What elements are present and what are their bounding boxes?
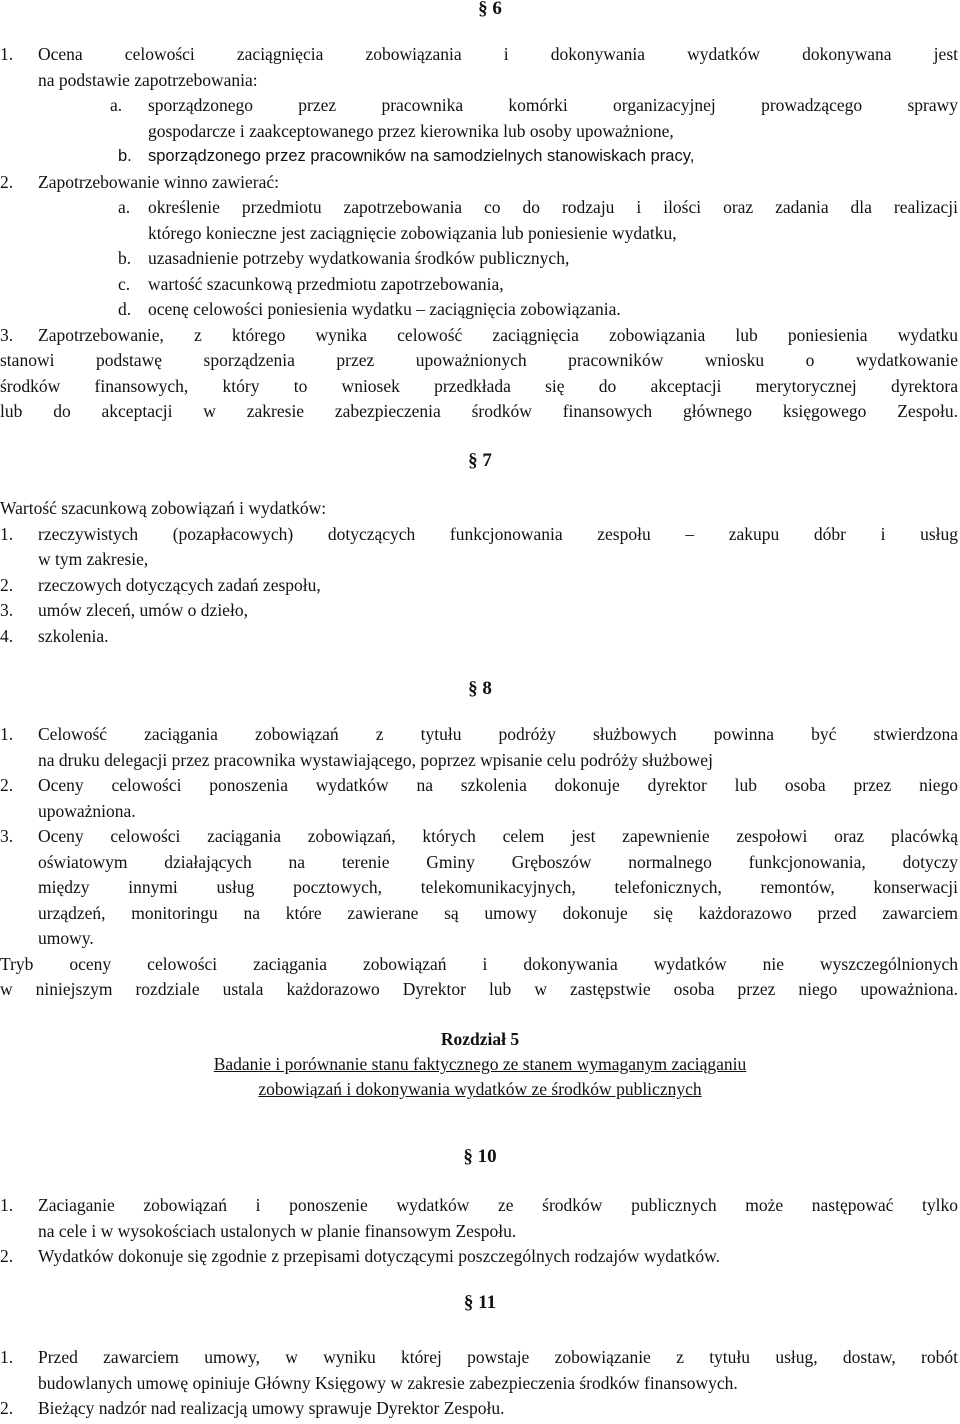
s6-sub-e-text: wartość szacunkową przedmiotu zapotrzebowania,	[148, 273, 504, 294]
s6-sub-c	[0, 195, 958, 246]
s8-item-3-line-4: urządzeń, monitoringu na które zawierane są umowy dokonuje się każdorazowo przed zawarciem	[38, 902, 958, 923]
s6-item-3-number: 3.	[0, 324, 14, 345]
section-7-body	[0, 496, 958, 649]
s7-item-4	[0, 624, 958, 650]
section-7-heading: § 7	[468, 450, 492, 471]
s6-sub-f-text: ocenę celowości poniesienia wydatku – zaciągnięcia zobowiązania.	[148, 299, 621, 319]
s11-item-2-text: Bieżący nadzór nad realizacją umowy sprawuje Dyrektor Zespołu.	[38, 1398, 505, 1418]
section-6-heading: § 6	[478, 0, 502, 19]
s8-item-3-line-5: umowy.	[38, 928, 94, 948]
s6-item-2-text: Zapotrzebowanie winno zawierać:	[38, 171, 279, 192]
s10-item-1	[0, 1193, 958, 1244]
s11-item-2-number: 2.	[0, 1398, 14, 1418]
s7-item-1-line-1: rzeczywistych (pozapłacowych) dotyczących funkcjonowania zespołu – zakupu dóbr i usług	[38, 523, 958, 544]
s8-item-2-line-2: upoważniona.	[38, 800, 136, 821]
s8-closing-line-1: Tryb oceny celowości zaciągania zobowiązań i dokonywania wydatków nie wyszczególnionych	[0, 953, 958, 974]
s6-sub-f-letter: d.	[118, 299, 132, 319]
s8-item-1-line-2: na druku delegacji przez pracownika wystawiającego, poprzez wpisanie celu podróży służbowej	[38, 749, 713, 770]
s8-item-2-line-1: Oceny celowości ponoszenia wydatków na szkolenia dokonuje dyrektor lub osoba przez niego	[38, 775, 958, 795]
s6-item-3	[0, 323, 958, 349]
section-6-body	[0, 42, 958, 425]
s10-item-2	[0, 1244, 958, 1270]
s8-closing-line-2: w niniejszym rozdziale ustala każdorazowo Dyrektor lub w zastępstwie osoba przez niego upoważniona.	[0, 979, 958, 999]
s6-sub-c-line-1: określenie przedmiotu zapotrzebowania co do rodzaju i ilości oraz zadania dla realizacji	[148, 197, 958, 217]
s6-sub-f	[0, 297, 958, 323]
s8-item-2-number: 2.	[0, 775, 14, 795]
s6-item-2	[0, 170, 958, 196]
s6-sub-d	[0, 246, 958, 272]
s7-item-3	[0, 598, 958, 624]
s7-item-1	[0, 522, 958, 573]
s10-item-1-number: 1.	[0, 1195, 14, 1215]
s6-item-3-line-1: Zapotrzebowanie, z którego wynika celowość zaciągnięcia zobowiązania lub poniesienia wydatku	[38, 324, 958, 345]
s10-item-2-text: Wydatków dokonuje się zgodnie z przepisami dotyczącymi poszczególnych rodzajów wydatków.	[38, 1246, 721, 1266]
chapter-subtitle-line-2: zobowiązań i dokonywania wydatków ze środków publicznych	[258, 1079, 702, 1099]
s6-item-2-number: 2.	[0, 171, 14, 192]
s7-item-3-text: umów zleceń, umów o dzieło,	[38, 600, 248, 620]
chapter-title: Rozdział 5	[440, 1029, 520, 1049]
s6-sub-e	[0, 272, 958, 298]
section-8-body	[0, 722, 958, 1003]
s7-intro: Wartość szacunkową zobowiązań i wydatków:	[0, 498, 327, 518]
s6-item-3-line-3: środków finansowych, który to wniosek przedkłada się do akceptacji merytorycznej dyrektora	[0, 375, 958, 396]
s7-item-2-number: 2.	[0, 574, 14, 595]
section-11-heading: § 11	[463, 1292, 497, 1313]
s6-sub-e-letter: c.	[118, 273, 131, 294]
s10-item-2-number: 2.	[0, 1246, 14, 1266]
section-8-heading: § 8	[468, 678, 492, 699]
s10-item-1-line-1: Zaciaganie zobowiązań i ponoszenie wydatków ze środków publicznych może następować tylko	[38, 1195, 958, 1215]
s6-sub-b-line-1: sporządzonego przez pracowników na samodzielnych stanowiskach pracy,	[148, 147, 695, 165]
s8-item-1	[0, 722, 958, 773]
s6-item-1-line-1: Ocena celowości zaciągnięcia zobowiązania i dokonywania wydatków dokonywana jest	[38, 44, 958, 64]
s10-item-1-line-2: na cele i w wysokościach ustalonych w planie finansowym Zespołu.	[38, 1220, 517, 1241]
s6-sub-a-line-2: gospodarcze i zaakceptowanego przez kierownika lub osoby upoważnione,	[148, 120, 674, 141]
s8-item-3	[0, 824, 958, 952]
s8-item-2	[0, 773, 958, 824]
s6-sub-a-letter: a.	[110, 95, 123, 115]
s6-item-3-line-4: lub do akceptacji w zakresie zabezpieczenia środków finansowych głównego księgowego Zespołu.	[0, 401, 958, 421]
s7-item-4-number: 4.	[0, 625, 14, 646]
s6-sub-c-line-2: którego konieczne jest zaciągnięcie zobowiązania lub poniesienie wydatku,	[148, 222, 677, 243]
s7-item-1-line-2: w tym zakresie,	[38, 549, 149, 569]
s8-item-3-line-1: Oceny celowości zaciągania zobowiązań, których celem jest zapewnienie zespołowi oraz placówką	[38, 826, 958, 846]
s7-item-3-number: 3.	[0, 600, 14, 620]
s7-item-2	[0, 573, 958, 599]
s8-item-3-number: 3.	[0, 826, 14, 846]
s6-item-1-line-2: na podstawie zapotrzebowania:	[38, 69, 258, 90]
s11-item-2	[0, 1396, 958, 1422]
s8-item-1-line-1: Celowość zaciągania zobowiązań z tytułu podróży służbowych powinna być stwierdzona	[38, 724, 958, 744]
s8-item-3-line-3: między innymi usług pocztowych, telekomunikacyjnych, telefonicznych, remontów, konserwacji	[38, 877, 958, 897]
s6-item-3-line-2: stanowi podstawę sporządzenia przez upoważnionych pracowników wniosku o wydatkowanie	[0, 350, 958, 370]
s6-item-1	[0, 42, 958, 93]
s6-sub-b	[0, 144, 958, 170]
s6-item-1-number: 1.	[0, 44, 14, 64]
s11-item-1-number: 1.	[0, 1347, 14, 1367]
s6-sub-d-letter: b.	[118, 248, 132, 268]
s6-sub-a	[0, 93, 958, 144]
s6-sub-a-line-1: sporządzonego przez pracownika komórki organizacyjnej prowadzącego sprawy	[148, 95, 958, 115]
section-10-body	[0, 1193, 958, 1270]
s7-item-1-number: 1.	[0, 523, 14, 544]
s8-item-3-line-2: oświatowym działających na terenie Gminy Gręboszów normalnego funkcjonowania, dotyczy	[38, 851, 958, 872]
s6-sub-c-letter: a.	[118, 197, 131, 217]
s11-item-1-line-1: Przed zawarciem umowy, w wyniku której powstaje zobowiązanie z tytułu usług, dostaw, robót	[38, 1347, 958, 1367]
section-10-heading: § 10	[463, 1146, 497, 1167]
s11-item-1	[0, 1345, 958, 1396]
s7-item-2-text: rzeczowych dotyczących zadań zespołu,	[38, 574, 321, 595]
chapter-5-heading	[0, 1027, 960, 1102]
s6-item-3-continuation	[0, 348, 958, 425]
s8-item-1-number: 1.	[0, 724, 14, 744]
s7-item-4-text: szkolenia.	[38, 625, 109, 646]
chapter-subtitle-line-1: Badanie i porównanie stanu faktycznego ze stanem wymaganym zaciąganiu	[213, 1054, 747, 1074]
s6-sub-b-letter: b.	[118, 147, 132, 165]
s11-item-1-line-2: budowlanych umowę opiniuje Główny Księgowy w zakresie zabezpieczenia środków finansowych.	[38, 1372, 738, 1393]
s6-sub-d-text: uzasadnienie potrzeby wydatkowania środków publicznych,	[148, 248, 570, 268]
section-11-body	[0, 1345, 958, 1422]
